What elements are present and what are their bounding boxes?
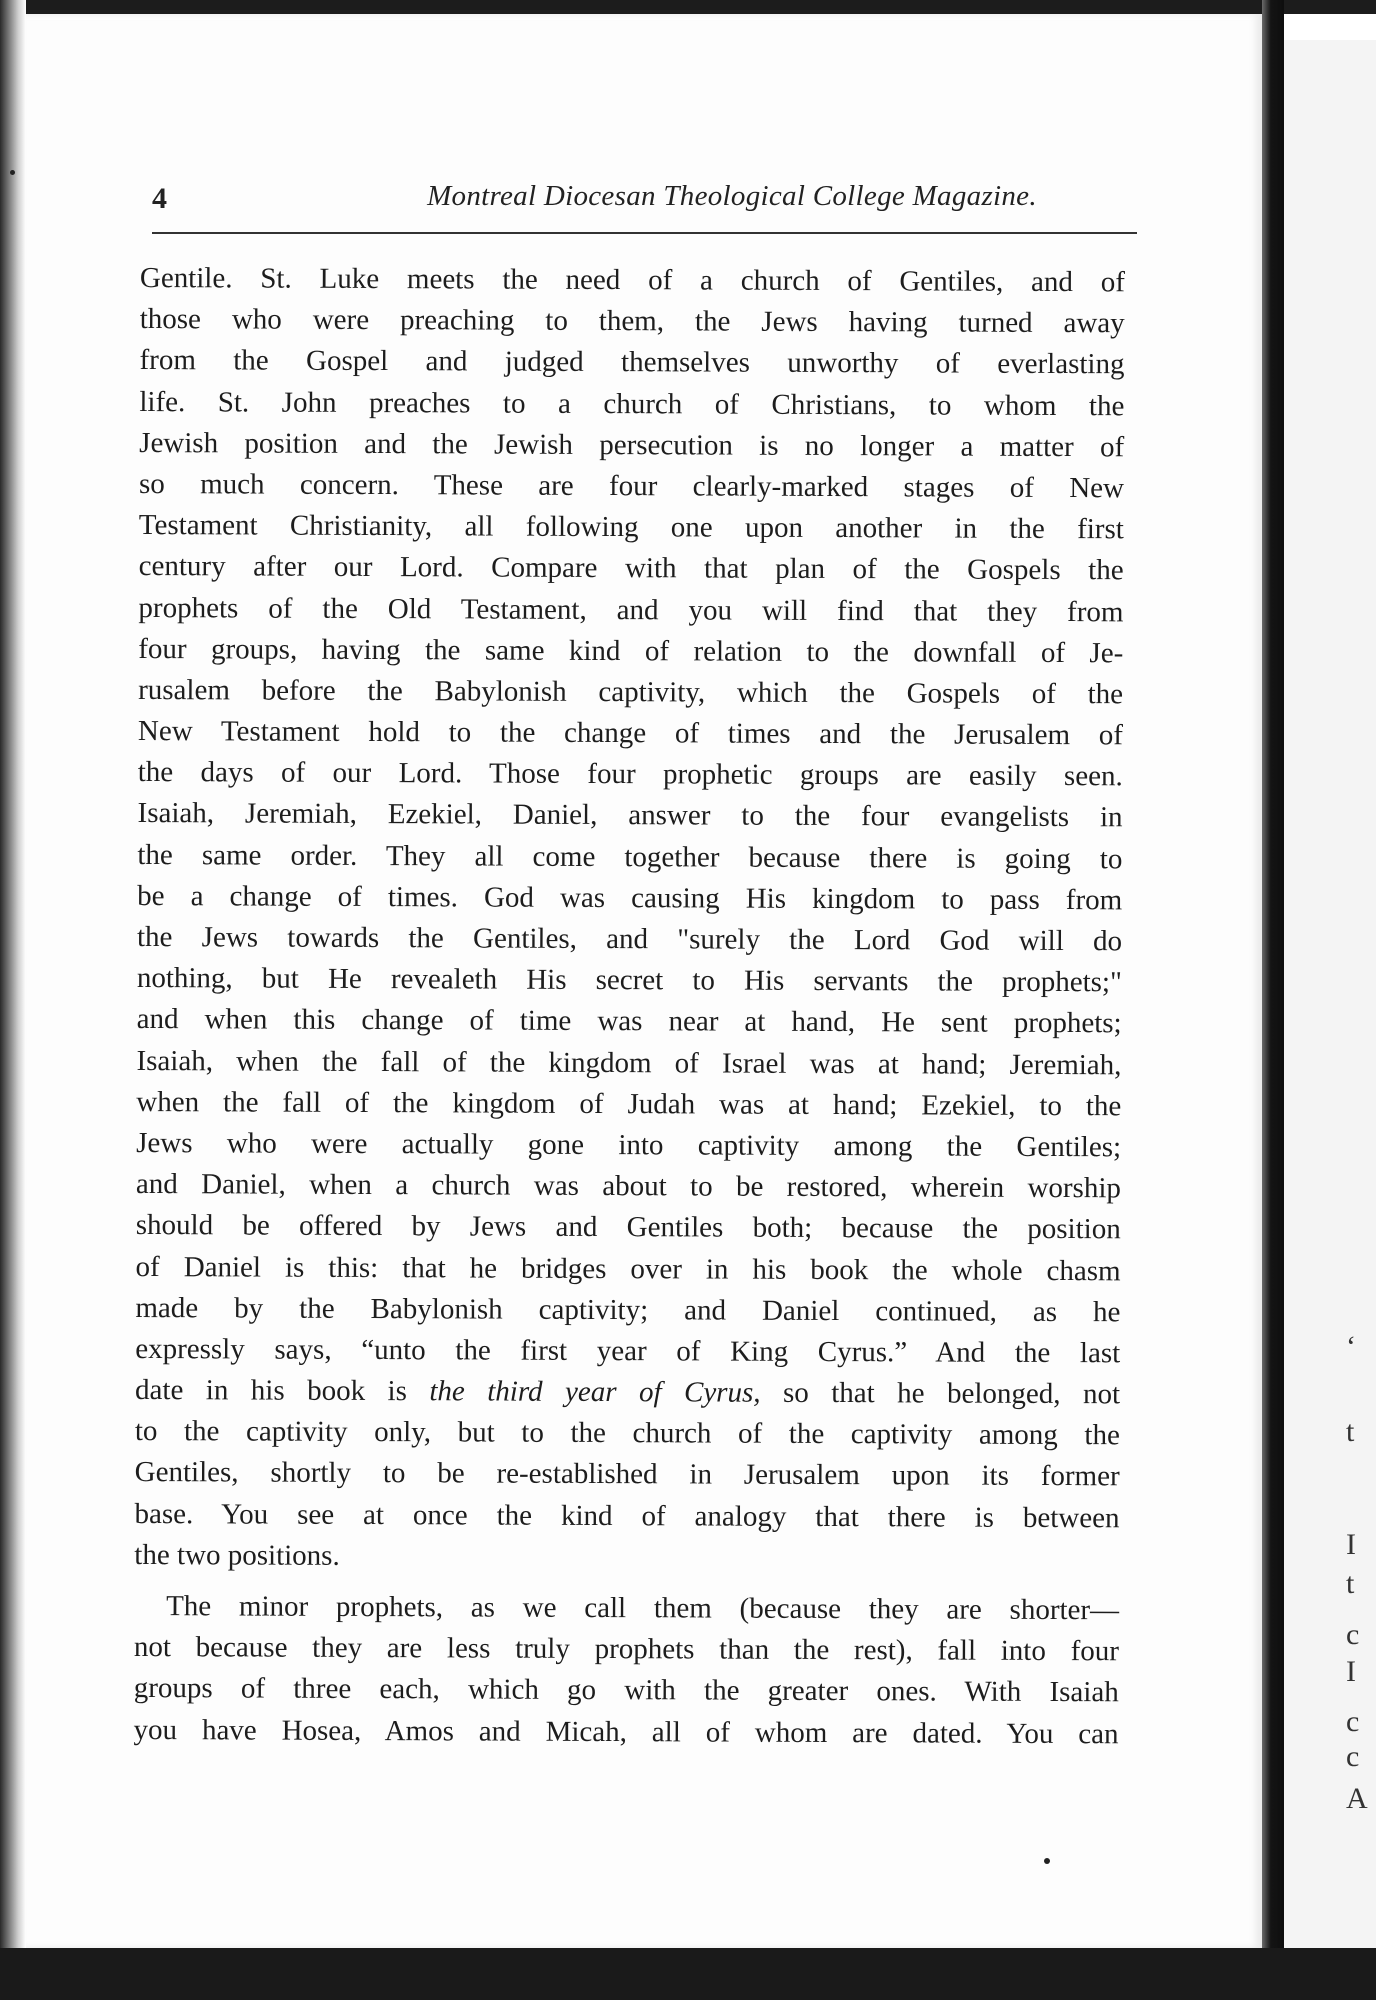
text-line: four groups, having the same kind of relation to the downfall of Je- — [138, 632, 1124, 669]
facing-page-fragment: c — [1346, 1740, 1360, 1773]
paragraph-2 — [133, 1586, 1119, 1755]
text-line: not because they are less truly prophets than the rest), fall into four — [133, 1631, 1119, 1668]
scan-edge-bottom — [0, 1948, 1376, 2000]
facing-page-fragment: I — [1346, 1655, 1356, 1688]
scan-edge-left — [0, 0, 26, 2000]
facing-page-fragment: I — [1346, 1528, 1356, 1561]
text-line: Jewish position and the Jewish persecution is no longer a matter of — [139, 426, 1125, 464]
italic-phrase: the third year of Cyrus, — [429, 1375, 761, 1409]
text-line: and Daniel, when a church was about to be restored, wherein worship — [135, 1168, 1122, 1205]
scan-edge-top — [0, 0, 1376, 14]
facing-page-fragment: c — [1346, 1618, 1360, 1651]
text-line: base. You see at once the kind of analogy that there is between — [134, 1497, 1120, 1534]
facing-page-fragment: t — [1346, 1415, 1355, 1448]
text-line: so much concern. These are four clearly-marked stages of New — [138, 467, 1125, 505]
facing-page-fragment: c — [1346, 1705, 1360, 1738]
text-line-with-italic — [135, 1370, 1120, 1415]
text-line: Jews who were actually gone into captivity among the Gentiles; — [136, 1126, 1122, 1164]
text-line: Isaiah, Jeremiah, Ezekiel, Daniel, answer to the four evangelists in — [137, 797, 1123, 834]
text-line: groups of three each, which go with the greater ones. With Isaiah — [133, 1672, 1119, 1709]
text-line: Gentiles, shortly to be re-established in Jerusalem upon its former — [134, 1456, 1120, 1493]
ink-speck — [1044, 1858, 1050, 1864]
text-line: expressly says, “unto the first year of King Cyrus.” And the last — [135, 1332, 1121, 1370]
text-line: prophets of the Old Testament, and you will find that they from — [138, 591, 1124, 628]
text-line: made by the Babylonish captivity; and Daniel continued, as he — [135, 1291, 1121, 1328]
text-line: Isaiah, when the fall of the kingdom of Israel was at hand; Jeremiah, — [136, 1044, 1122, 1081]
text-line: the Jews towards the Gentiles, and "surely the Lord God will do — [136, 920, 1123, 958]
facing-page-edge — [1284, 40, 1376, 1948]
text-line: rusalem before the Babylonish captivity, which the Gospels of the — [138, 673, 1124, 711]
text-line: The minor prophets, as we call them (because they are shorter— — [166, 1590, 1120, 1627]
text-line: from the Gospel and judged themselves unworthy of everlasting — [139, 344, 1125, 381]
text-line: of Daniel is this: that he bridges over in his book the whole chasm — [135, 1250, 1121, 1287]
text-line: Gentile. St. Luke meets the need of a church of Gentiles, and of — [139, 261, 1125, 299]
header-rule — [152, 232, 1137, 234]
text-line: the same order. They all come together because there is going to — [137, 838, 1123, 875]
text-line: you have Hosea, Amos and Micah, all of whom are dated. You can — [133, 1713, 1119, 1750]
facing-page-fragment: ‘ — [1346, 1330, 1356, 1363]
text-segment: date in his book is — [134, 1374, 430, 1408]
text-line: those who were preaching to them, the Jews having turned away — [139, 303, 1125, 340]
article-body — [133, 258, 1125, 1755]
text-line: century after our Lord. Compare with that plan of the Gospels the — [138, 550, 1124, 587]
journal-title: Montreal Diocesan Theological College Magazine. — [427, 180, 1037, 212]
text-line: should be offered by Jews and Gentiles both; because the position — [135, 1209, 1121, 1246]
facing-page-fragment: t — [1346, 1567, 1355, 1600]
page-number: 4 — [152, 182, 167, 215]
text-line: Testament Christianity, all following one upon another in the first — [138, 509, 1124, 546]
text-line: and when this change of time was near at hand, He sent prophets; — [136, 1003, 1122, 1040]
text-line: when the fall of the kingdom of Judah was at hand; Ezekiel, to the — [136, 1085, 1122, 1123]
text-line: the days of our Lord. Those four prophetic groups are easily seen. — [137, 756, 1123, 793]
text-line: New Testament hold to the change of times and the Jerusalem of — [137, 715, 1123, 752]
text-segment: so that he belonged, not — [760, 1376, 1121, 1411]
facing-page-fragment: A — [1346, 1782, 1368, 1815]
paragraph-1 — [134, 258, 1125, 1580]
text-line: to the captivity only, but to the church of the captivity among the — [134, 1415, 1120, 1452]
ink-speck — [10, 170, 15, 175]
text-line: life. St. John preaches to a church of Christians, to whom the — [139, 385, 1125, 422]
text-line: the two positions. — [134, 1538, 340, 1572]
running-head — [152, 180, 1137, 224]
text-line: be a change of times. God was causing His kingdom to pass from — [137, 879, 1123, 917]
text-line: nothing, but He revealeth His secret to His servants the prophets;" — [136, 962, 1122, 999]
book-gutter — [1262, 0, 1284, 2000]
